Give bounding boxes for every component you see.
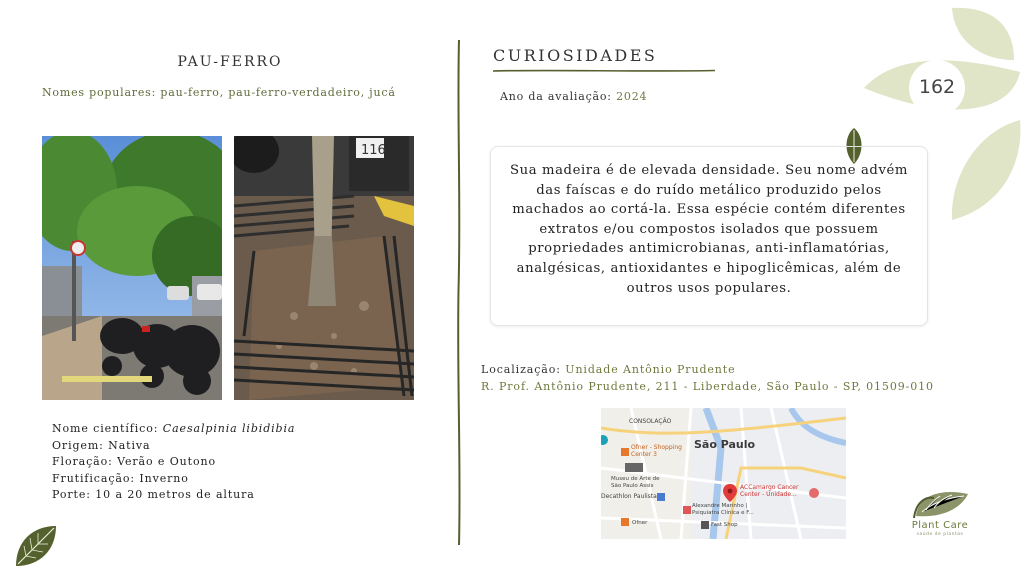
leaf-icon [12, 522, 60, 570]
location-label: Localização: [481, 363, 566, 376]
evaluation-year [500, 90, 647, 103]
location-address: R. Prof. Antônio Prudente, 211 - Liberdade, São Paulo - SP, 01509-010 [481, 380, 934, 393]
species-title: PAU-FERRO [177, 54, 283, 70]
size-row: Porte: 10 a 20 metros de altura [52, 488, 255, 501]
location-unit: Unidade Antônio Prudente [565, 363, 736, 376]
map-label-museum-2: São Paulo Assis [611, 483, 654, 489]
location-row [481, 361, 934, 378]
tree-trunk-photo [234, 136, 414, 400]
map-label-ofner: Ofner [632, 520, 648, 526]
map-label-alexandre-2: Psiquiatra Clínica e F... [692, 510, 754, 516]
map-label-accamargo: ACCamargo Cancer [740, 484, 799, 491]
plant-care-logo-tagline: saúde de plantas [916, 532, 964, 537]
scientific-name-row [52, 421, 295, 438]
location-map[interactable] [601, 408, 846, 539]
species-facts [52, 421, 295, 504]
map-label-accamargo-2: Center - Unidade... [740, 491, 797, 498]
curiosities-text: Sua madeira é de elevada densidade. Seu nome advém das faíscas e do ruído metálico produzido pelos machados ao cortá-la. Essa espécie contém diferentes extratos e/ou compostos isolados que possuem propriedades antimicrobianas, anti-inflamatórias, analgésicas, antioxidantes e hipoglicêmicas, além de outros usos populares. [509, 163, 909, 296]
fruiting-row: Frutificação: Inverno [52, 471, 189, 485]
location-block [481, 361, 934, 395]
evaluation-year-label: Ano da avaliação: [500, 90, 617, 103]
map-label-decathlon: Decathlon Paulista [601, 493, 657, 500]
species-number-badge: 162 [918, 76, 956, 98]
svg-text:116: 116 [361, 143, 386, 158]
map-label-city: São Paulo [694, 438, 756, 451]
flowering-row: Floração: Verão e Outono [52, 455, 216, 468]
popular-names: Nomes populares: pau-ferro, pau-ferro-verdadeiro, jucá [42, 86, 396, 99]
curiosities-heading: CURIOSIDADES [493, 46, 658, 65]
column-divider [455, 40, 463, 545]
map-label-fastshop: Fast Shop [711, 522, 738, 528]
scientific-name-label: Nome científico: [52, 422, 163, 435]
plant-care-logo-name: Plant Care [911, 520, 969, 531]
map-label-ofner-shopping: Ofner - Shopping [631, 444, 682, 451]
heading-underline [493, 68, 715, 74]
map-label-consolacao: CONSOLAÇÃO [629, 418, 672, 425]
scientific-name-value: Caesalpinia libidibia [162, 422, 296, 435]
map-label-ofner-shopping-2: Center 3 [631, 451, 657, 458]
curiosities-card [490, 146, 928, 326]
decorative-leaf-icon [948, 118, 1024, 222]
origin-row: Origem: Nativa [52, 438, 151, 452]
evaluation-year-value: 2024 [616, 90, 648, 103]
map-label-museum: Museu de Arte de [611, 476, 660, 482]
map-label-alexandre: Alexandre Marinho | [692, 503, 748, 509]
street-photo [42, 136, 222, 400]
